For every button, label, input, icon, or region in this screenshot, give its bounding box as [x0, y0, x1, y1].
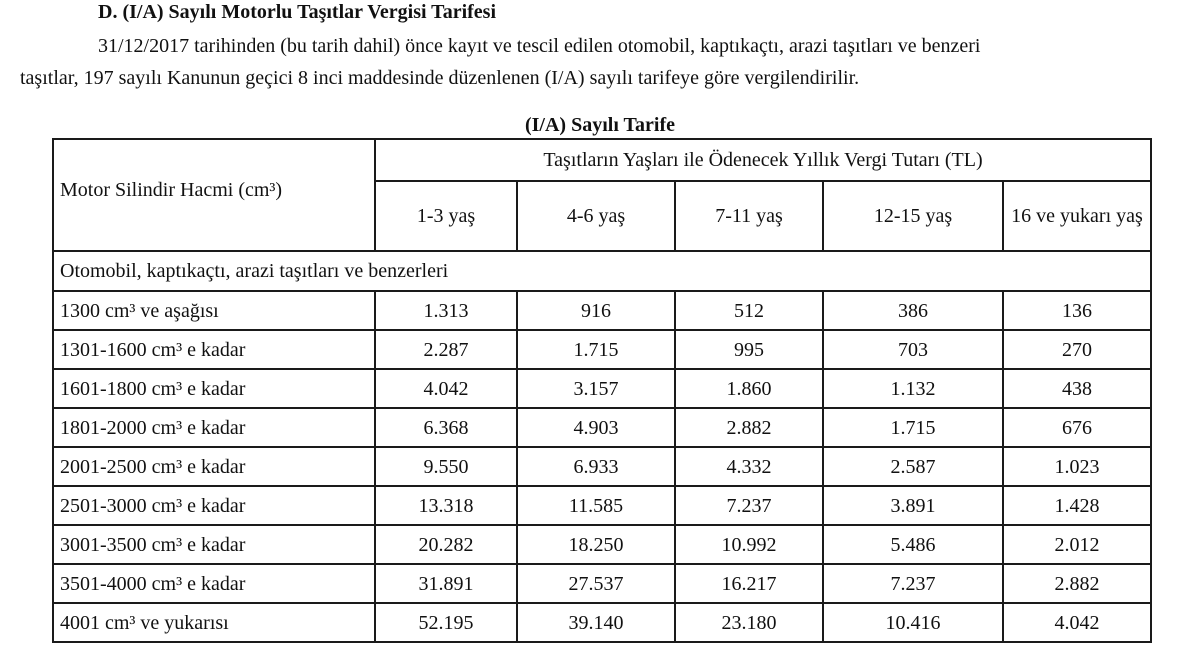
tax-amount-cell: 4.332 [675, 447, 823, 486]
tax-amount-cell: 916 [517, 291, 675, 330]
tax-amount-cell: 438 [1003, 369, 1151, 408]
section-heading: D. (I/A) Sayılı Motorlu Taşıtlar Vergisi Tarifesi [98, 1, 496, 23]
engine-volume-cell: 1300 cm³ ve aşağısı [53, 291, 375, 330]
engine-volume-header: Motor Silindir Hacmi (cm³) [53, 139, 375, 251]
section-label: Otomobil, kaptıkaçtı, arazi taşıtları ve benzerleri [53, 251, 1151, 291]
paragraph-line-1: 31/12/2017 tarihinden (bu tarih dahil) önce kayıt ve tescil edilen otomobil, kaptıkaçtı, arazi taşıtları ve benzeri [98, 35, 981, 57]
tax-amount-cell: 512 [675, 291, 823, 330]
tax-amount-cell: 18.250 [517, 525, 675, 564]
table-row [53, 525, 1151, 564]
tax-amount-cell: 16.217 [675, 564, 823, 603]
engine-volume-cell: 2001-2500 cm³ e kadar [53, 447, 375, 486]
engine-volume-cell: 2501-3000 cm³ e kadar [53, 486, 375, 525]
tax-amount-cell: 2.882 [675, 408, 823, 447]
tax-amount-cell: 1.428 [1003, 486, 1151, 525]
tax-amount-cell: 270 [1003, 330, 1151, 369]
age-header: 7-11 yaş [675, 181, 823, 251]
age-header: 4-6 yaş [517, 181, 675, 251]
section-row [53, 251, 1151, 291]
tax-amount-cell: 6.933 [517, 447, 675, 486]
tax-amount-cell: 9.550 [375, 447, 517, 486]
tax-amount-cell: 52.195 [375, 603, 517, 642]
tax-amount-cell: 10.416 [823, 603, 1003, 642]
age-header: 12-15 yaş [823, 181, 1003, 251]
tax-amount-cell: 2.587 [823, 447, 1003, 486]
tax-amount-cell: 136 [1003, 291, 1151, 330]
tax-amount-cell: 676 [1003, 408, 1151, 447]
table-row [53, 603, 1151, 642]
tax-amount-cell: 7.237 [675, 486, 823, 525]
tax-amount-cell: 995 [675, 330, 823, 369]
engine-volume-cell: 1601-1800 cm³ e kadar [53, 369, 375, 408]
tax-amount-cell: 1.715 [823, 408, 1003, 447]
tax-amount-cell: 11.585 [517, 486, 675, 525]
tax-amount-cell: 4.042 [1003, 603, 1151, 642]
table-row [53, 447, 1151, 486]
tax-amount-cell: 4.903 [517, 408, 675, 447]
engine-volume-cell: 4001 cm³ ve yukarısı [53, 603, 375, 642]
tax-amount-cell: 703 [823, 330, 1003, 369]
tax-amount-cell: 6.368 [375, 408, 517, 447]
tax-amount-cell: 4.042 [375, 369, 517, 408]
tax-amount-cell: 1.715 [517, 330, 675, 369]
engine-volume-cell: 3501-4000 cm³ e kadar [53, 564, 375, 603]
table-row [53, 486, 1151, 525]
table-row [53, 330, 1151, 369]
tax-amount-cell: 2.012 [1003, 525, 1151, 564]
header-row [53, 139, 1151, 181]
table-title: (I/A) Sayılı Tarife [524, 114, 675, 136]
engine-volume-cell: 3001-3500 cm³ e kadar [53, 525, 375, 564]
tariff-table [52, 138, 1152, 643]
tax-amount-cell: 7.237 [823, 564, 1003, 603]
table-row [53, 369, 1151, 408]
age-header: 1-3 yaş [375, 181, 517, 251]
table-row [53, 564, 1151, 603]
table-row [53, 291, 1151, 330]
tax-amount-cell: 3.891 [823, 486, 1003, 525]
tax-amount-cell: 386 [823, 291, 1003, 330]
annual-tax-header: Taşıtların Yaşları ile Ödenecek Yıllık Vergi Tutarı (TL) [375, 139, 1151, 181]
tax-amount-cell: 13.318 [375, 486, 517, 525]
tax-amount-cell: 3.157 [517, 369, 675, 408]
tax-amount-cell: 2.287 [375, 330, 517, 369]
tax-amount-cell: 20.282 [375, 525, 517, 564]
tax-amount-cell: 1.132 [823, 369, 1003, 408]
tax-amount-cell: 31.891 [375, 564, 517, 603]
tax-amount-cell: 10.992 [675, 525, 823, 564]
engine-volume-cell: 1301-1600 cm³ e kadar [53, 330, 375, 369]
tax-amount-cell: 1.860 [675, 369, 823, 408]
tax-amount-cell: 2.882 [1003, 564, 1151, 603]
tax-amount-cell: 39.140 [517, 603, 675, 642]
tax-amount-cell: 5.486 [823, 525, 1003, 564]
tax-amount-cell: 23.180 [675, 603, 823, 642]
tax-amount-cell: 1.313 [375, 291, 517, 330]
paragraph-line-2: taşıtlar, 197 sayılı Kanunun geçici 8 inci maddesinde düzenlenen (I/A) sayılı tarifeye göre vergilendirilir. [20, 67, 860, 89]
engine-volume-cell: 1801-2000 cm³ e kadar [53, 408, 375, 447]
tax-amount-cell: 27.537 [517, 564, 675, 603]
age-header: 16 ve yukarı yaş [1003, 181, 1151, 251]
tax-amount-cell: 1.023 [1003, 447, 1151, 486]
table-row [53, 408, 1151, 447]
